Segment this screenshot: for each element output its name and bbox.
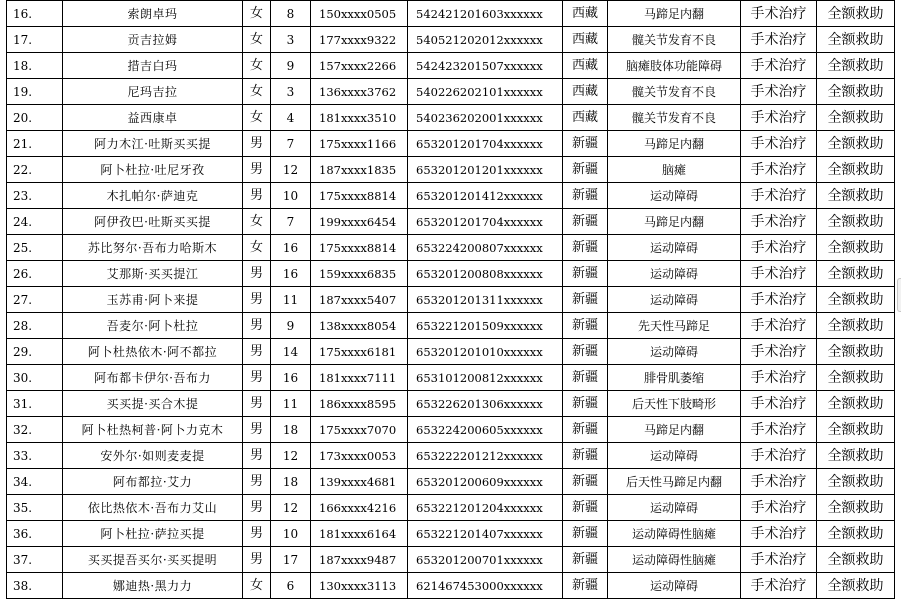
phone-cell: 166xxxx4216 [311, 495, 408, 521]
name-cell: 买买提吾买尔·买买提明 [63, 547, 243, 573]
name-cell: 依比热依木·吾布力艾山 [63, 495, 243, 521]
treatment-cell: 手术治疗 [741, 1, 817, 27]
age-cell: 12 [271, 495, 311, 521]
phone-cell: 186xxxx8595 [311, 391, 408, 417]
name-cell: 贡吉拉姆 [63, 27, 243, 53]
row-number-cell: 25. [7, 235, 63, 261]
treatment-cell: 手术治疗 [741, 131, 817, 157]
diagnosis-cell: 运动障碍 [608, 339, 741, 365]
aid-type-cell: 全额救助 [817, 391, 895, 417]
phone-cell: 138xxxx8054 [311, 313, 408, 339]
table-row [7, 521, 895, 547]
row-number-cell: 28. [7, 313, 63, 339]
diagnosis-cell: 脑瘫肢体功能障碍 [608, 53, 741, 79]
phone-cell: 177xxxx9322 [311, 27, 408, 53]
row-number-cell: 21. [7, 131, 63, 157]
id-number-cell: 653224200807xxxxxx [408, 235, 563, 261]
sex-cell: 女 [243, 235, 271, 261]
sex-cell: 男 [243, 417, 271, 443]
name-cell: 艾那斯·买买提江 [63, 261, 243, 287]
age-cell: 16 [271, 365, 311, 391]
sex-cell: 女 [243, 573, 271, 599]
aid-type-cell: 全额救助 [817, 417, 895, 443]
treatment-cell: 手术治疗 [741, 391, 817, 417]
treatment-cell: 手术治疗 [741, 443, 817, 469]
row-number-cell: 34. [7, 469, 63, 495]
aid-type-cell: 全额救助 [817, 469, 895, 495]
name-cell: 苏比努尔·吾布力哈斯木 [63, 235, 243, 261]
phone-cell: 136xxxx3762 [311, 79, 408, 105]
phone-cell: 175xxxx6181 [311, 339, 408, 365]
phone-cell: 175xxxx8814 [311, 235, 408, 261]
table-row [7, 573, 895, 599]
phone-cell: 130xxxx3113 [311, 573, 408, 599]
treatment-cell: 手术治疗 [741, 209, 817, 235]
name-cell: 阿布都拉·艾力 [63, 469, 243, 495]
row-number-cell: 37. [7, 547, 63, 573]
age-cell: 12 [271, 157, 311, 183]
age-cell: 14 [271, 339, 311, 365]
diagnosis-cell: 脑瘫 [608, 157, 741, 183]
treatment-cell: 手术治疗 [741, 287, 817, 313]
diagnosis-cell: 髋关节发育不良 [608, 105, 741, 131]
region-cell: 新疆 [563, 469, 608, 495]
aid-type-cell: 全额救助 [817, 53, 895, 79]
aid-type-cell: 全额救助 [817, 79, 895, 105]
name-cell: 阿卜杜拉·萨拉买提 [63, 521, 243, 547]
id-number-cell: 653201201412xxxxxx [408, 183, 563, 209]
row-number-cell: 26. [7, 261, 63, 287]
aid-type-cell: 全额救助 [817, 573, 895, 599]
id-number-cell: 653221201407xxxxxx [408, 521, 563, 547]
age-cell: 16 [271, 261, 311, 287]
region-cell: 新疆 [563, 287, 608, 313]
name-cell: 吾麦尔·阿卜杜拉 [63, 313, 243, 339]
treatment-cell: 手术治疗 [741, 27, 817, 53]
name-cell: 木扎帕尔·萨迪克 [63, 183, 243, 209]
sex-cell: 女 [243, 79, 271, 105]
sex-cell: 男 [243, 183, 271, 209]
table-row [7, 79, 895, 105]
phone-cell: 175xxxx7070 [311, 417, 408, 443]
name-cell: 尼玛吉拉 [63, 79, 243, 105]
phone-cell: 187xxxx5407 [311, 287, 408, 313]
diagnosis-cell: 马蹄足内翻 [608, 1, 741, 27]
sex-cell: 男 [243, 547, 271, 573]
diagnosis-cell: 髋关节发育不良 [608, 27, 741, 53]
diagnosis-cell: 运动障碍性脑瘫 [608, 547, 741, 573]
aid-type-cell: 全额救助 [817, 365, 895, 391]
table-row [7, 183, 895, 209]
aid-type-cell: 全额救助 [817, 287, 895, 313]
name-cell: 安外尔·如则麦麦提 [63, 443, 243, 469]
name-cell: 玉苏甫·阿卜来提 [63, 287, 243, 313]
phone-cell: 187xxxx9487 [311, 547, 408, 573]
table-row [7, 313, 895, 339]
sex-cell: 男 [243, 365, 271, 391]
aid-type-cell: 全额救助 [817, 105, 895, 131]
diagnosis-cell: 运动障碍 [608, 495, 741, 521]
row-number-cell: 22. [7, 157, 63, 183]
phone-cell: 150xxxx0505 [311, 1, 408, 27]
aid-type-cell: 全额救助 [817, 521, 895, 547]
id-number-cell: 653201201704xxxxxx [408, 131, 563, 157]
table-row [7, 365, 895, 391]
id-number-cell: 542421201603xxxxxx [408, 1, 563, 27]
sex-cell: 男 [243, 443, 271, 469]
region-cell: 新疆 [563, 235, 608, 261]
name-cell: 买买提·买合木提 [63, 391, 243, 417]
treatment-cell: 手术治疗 [741, 339, 817, 365]
treatment-cell: 手术治疗 [741, 261, 817, 287]
region-cell: 新疆 [563, 521, 608, 547]
treatment-cell: 手术治疗 [741, 313, 817, 339]
row-number-cell: 17. [7, 27, 63, 53]
treatment-cell: 手术治疗 [741, 365, 817, 391]
name-cell: 益西康卓 [63, 105, 243, 131]
phone-cell: 181xxxx7111 [311, 365, 408, 391]
sex-cell: 男 [243, 339, 271, 365]
sex-cell: 男 [243, 131, 271, 157]
age-cell: 18 [271, 417, 311, 443]
region-cell: 新疆 [563, 573, 608, 599]
age-cell: 11 [271, 287, 311, 313]
region-cell: 新疆 [563, 157, 608, 183]
sex-cell: 男 [243, 261, 271, 287]
region-cell: 新疆 [563, 131, 608, 157]
row-number-cell: 16. [7, 1, 63, 27]
table-row [7, 495, 895, 521]
id-number-cell: 653201201704xxxxxx [408, 209, 563, 235]
id-number-cell: 653222201212xxxxxx [408, 443, 563, 469]
id-number-cell: 653201200609xxxxxx [408, 469, 563, 495]
diagnosis-cell: 先天性马蹄足 [608, 313, 741, 339]
id-number-cell: 540521202012xxxxxx [408, 27, 563, 53]
age-cell: 12 [271, 443, 311, 469]
age-cell: 9 [271, 53, 311, 79]
age-cell: 11 [271, 391, 311, 417]
treatment-cell: 手术治疗 [741, 547, 817, 573]
sex-cell: 男 [243, 521, 271, 547]
name-cell: 阿卜杜热依木·阿不都拉 [63, 339, 243, 365]
region-cell: 新疆 [563, 495, 608, 521]
sex-cell: 男 [243, 495, 271, 521]
aid-type-cell: 全额救助 [817, 495, 895, 521]
table-row [7, 417, 895, 443]
row-number-cell: 18. [7, 53, 63, 79]
name-cell: 娜迪热·黑力力 [63, 573, 243, 599]
diagnosis-cell: 马蹄足内翻 [608, 209, 741, 235]
sex-cell: 女 [243, 209, 271, 235]
aid-type-cell: 全额救助 [817, 235, 895, 261]
phone-cell: 175xxxx8814 [311, 183, 408, 209]
name-cell: 阿伊孜巴·吐斯买买提 [63, 209, 243, 235]
region-cell: 新疆 [563, 183, 608, 209]
name-cell: 阿力木江·吐斯买买提 [63, 131, 243, 157]
row-number-cell: 35. [7, 495, 63, 521]
age-cell: 4 [271, 105, 311, 131]
table-row [7, 339, 895, 365]
table-row [7, 547, 895, 573]
id-number-cell: 653201200808xxxxxx [408, 261, 563, 287]
table-row [7, 261, 895, 287]
aid-type-cell: 全额救助 [817, 313, 895, 339]
id-number-cell: 540226202101xxxxxx [408, 79, 563, 105]
id-number-cell: 540236202001xxxxxx [408, 105, 563, 131]
age-cell: 3 [271, 27, 311, 53]
table-row [7, 443, 895, 469]
diagnosis-cell: 运动障碍 [608, 235, 741, 261]
table-row [7, 157, 895, 183]
row-number-cell: 19. [7, 79, 63, 105]
treatment-cell: 手术治疗 [741, 417, 817, 443]
sex-cell: 男 [243, 391, 271, 417]
table-row [7, 469, 895, 495]
treatment-cell: 手术治疗 [741, 53, 817, 79]
region-cell: 西藏 [563, 27, 608, 53]
row-number-cell: 29. [7, 339, 63, 365]
phone-cell: 175xxxx1166 [311, 131, 408, 157]
id-number-cell: 653201200701xxxxxx [408, 547, 563, 573]
sex-cell: 男 [243, 157, 271, 183]
sex-cell: 男 [243, 469, 271, 495]
diagnosis-cell: 运动障碍 [608, 573, 741, 599]
region-cell: 西藏 [563, 1, 608, 27]
id-number-cell: 653101200812xxxxxx [408, 365, 563, 391]
row-number-cell: 31. [7, 391, 63, 417]
id-number-cell: 653221201204xxxxxx [408, 495, 563, 521]
age-cell: 9 [271, 313, 311, 339]
phone-cell: 157xxxx2266 [311, 53, 408, 79]
patient-aid-table [6, 0, 895, 599]
diagnosis-cell: 后天性下肢畸形 [608, 391, 741, 417]
region-cell: 西藏 [563, 79, 608, 105]
region-cell: 新疆 [563, 547, 608, 573]
id-number-cell: 542423201507xxxxxx [408, 53, 563, 79]
name-cell: 阿卜杜拉·吐尼牙孜 [63, 157, 243, 183]
treatment-cell: 手术治疗 [741, 573, 817, 599]
aid-type-cell: 全额救助 [817, 339, 895, 365]
table-body [7, 1, 895, 599]
phone-cell: 173xxxx0053 [311, 443, 408, 469]
id-number-cell: 653221201509xxxxxx [408, 313, 563, 339]
diagnosis-cell: 运动障碍 [608, 183, 741, 209]
treatment-cell: 手术治疗 [741, 469, 817, 495]
row-number-cell: 20. [7, 105, 63, 131]
phone-cell: 181xxxx3510 [311, 105, 408, 131]
treatment-cell: 手术治疗 [741, 235, 817, 261]
id-number-cell: 653201201201xxxxxx [408, 157, 563, 183]
row-number-cell: 36. [7, 521, 63, 547]
region-cell: 西藏 [563, 105, 608, 131]
table-row [7, 1, 895, 27]
diagnosis-cell: 马蹄足内翻 [608, 131, 741, 157]
name-cell: 措吉白玛 [63, 53, 243, 79]
sex-cell: 男 [243, 313, 271, 339]
region-cell: 新疆 [563, 209, 608, 235]
treatment-cell: 手术治疗 [741, 157, 817, 183]
aid-type-cell: 全额救助 [817, 261, 895, 287]
diagnosis-cell: 运动障碍 [608, 261, 741, 287]
region-cell: 新疆 [563, 339, 608, 365]
age-cell: 18 [271, 469, 311, 495]
table-row [7, 209, 895, 235]
id-number-cell: 653226201306xxxxxx [408, 391, 563, 417]
sex-cell: 男 [243, 287, 271, 313]
row-number-cell: 38. [7, 573, 63, 599]
diagnosis-cell: 运动障碍性脑瘫 [608, 521, 741, 547]
phone-cell: 199xxxx6454 [311, 209, 408, 235]
diagnosis-cell: 后天性马蹄足内翻 [608, 469, 741, 495]
sex-cell: 女 [243, 53, 271, 79]
age-cell: 10 [271, 521, 311, 547]
table-row [7, 391, 895, 417]
age-cell: 3 [271, 79, 311, 105]
id-number-cell: 621467453000xxxxxx [408, 573, 563, 599]
row-number-cell: 27. [7, 287, 63, 313]
table-row [7, 53, 895, 79]
phone-cell: 159xxxx6835 [311, 261, 408, 287]
diagnosis-cell: 运动障碍 [608, 287, 741, 313]
aid-type-cell: 全额救助 [817, 131, 895, 157]
row-number-cell: 32. [7, 417, 63, 443]
treatment-cell: 手术治疗 [741, 105, 817, 131]
table-row [7, 287, 895, 313]
age-cell: 7 [271, 209, 311, 235]
age-cell: 10 [271, 183, 311, 209]
region-cell: 新疆 [563, 391, 608, 417]
aid-type-cell: 全额救助 [817, 157, 895, 183]
table-row [7, 131, 895, 157]
row-number-cell: 30. [7, 365, 63, 391]
age-cell: 17 [271, 547, 311, 573]
treatment-cell: 手术治疗 [741, 79, 817, 105]
id-number-cell: 653224200605xxxxxx [408, 417, 563, 443]
name-cell: 索朗卓玛 [63, 1, 243, 27]
region-cell: 新疆 [563, 417, 608, 443]
row-number-cell: 24. [7, 209, 63, 235]
aid-type-cell: 全额救助 [817, 443, 895, 469]
treatment-cell: 手术治疗 [741, 521, 817, 547]
diagnosis-cell: 髋关节发育不良 [608, 79, 741, 105]
name-cell: 阿卜杜热柯普·阿卜力克木 [63, 417, 243, 443]
aid-type-cell: 全额救助 [817, 547, 895, 573]
region-cell: 西藏 [563, 53, 608, 79]
name-cell: 阿布都卡伊尔·吾布力 [63, 365, 243, 391]
row-number-cell: 23. [7, 183, 63, 209]
diagnosis-cell: 马蹄足内翻 [608, 417, 741, 443]
age-cell: 16 [271, 235, 311, 261]
aid-type-cell: 全额救助 [817, 183, 895, 209]
sex-cell: 女 [243, 27, 271, 53]
region-cell: 新疆 [563, 443, 608, 469]
region-cell: 新疆 [563, 261, 608, 287]
region-cell: 新疆 [563, 365, 608, 391]
row-number-cell: 33. [7, 443, 63, 469]
treatment-cell: 手术治疗 [741, 183, 817, 209]
age-cell: 7 [271, 131, 311, 157]
id-number-cell: 653201201010xxxxxx [408, 339, 563, 365]
age-cell: 6 [271, 573, 311, 599]
sex-cell: 女 [243, 1, 271, 27]
phone-cell: 181xxxx6164 [311, 521, 408, 547]
aid-type-cell: 全额救助 [817, 1, 895, 27]
diagnosis-cell: 腓骨肌萎缩 [608, 365, 741, 391]
phone-cell: 139xxxx4681 [311, 469, 408, 495]
side-scroll-tab[interactable] [897, 278, 901, 312]
id-number-cell: 653201201311xxxxxx [408, 287, 563, 313]
treatment-cell: 手术治疗 [741, 495, 817, 521]
phone-cell: 187xxxx1835 [311, 157, 408, 183]
region-cell: 新疆 [563, 313, 608, 339]
table-row [7, 105, 895, 131]
sex-cell: 女 [243, 105, 271, 131]
table-row [7, 27, 895, 53]
aid-type-cell: 全额救助 [817, 27, 895, 53]
diagnosis-cell: 运动障碍 [608, 443, 741, 469]
table-row [7, 235, 895, 261]
aid-type-cell: 全额救助 [817, 209, 895, 235]
age-cell: 8 [271, 1, 311, 27]
